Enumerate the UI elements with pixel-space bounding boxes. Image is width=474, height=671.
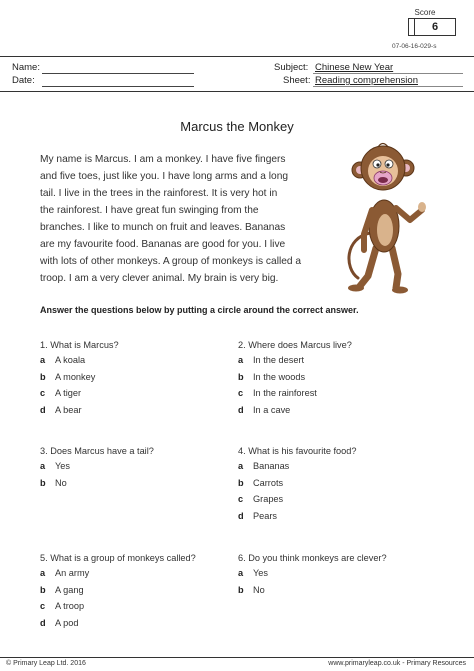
subject-value: Chinese New Year (315, 62, 394, 73)
answer-option[interactable]: a Bananas (238, 461, 290, 471)
worksheet-code: 07-06-16-029-s (392, 43, 437, 50)
name-label: Name: (12, 62, 40, 73)
story-line: branches. I like to munch on fruit and leaves. Bananas (40, 222, 286, 233)
answer-option[interactable]: b A monkey (40, 371, 96, 382)
answer-option[interactable]: a An army (40, 568, 90, 578)
answer-option[interactable]: a In the desert (238, 355, 305, 365)
question-text: 1. What is Marcus? (40, 340, 119, 350)
score-label: Score (414, 8, 436, 17)
answer-option[interactable]: d Pears (238, 510, 278, 521)
story-line: troop. I am a very clever animal. My brain is very big. (40, 273, 279, 284)
answer-option[interactable]: d In a cave (238, 404, 291, 415)
answer-option[interactable]: a Yes (238, 568, 268, 578)
question-6 (238, 553, 387, 601)
question-text: 6. Do you think monkeys are clever? (238, 553, 387, 563)
story-line: and five toes, just like you. I have long arms and a long (40, 171, 289, 182)
question-2 (238, 340, 352, 421)
story-line: are my favourite food. Bananas are good for you. I live (40, 239, 286, 250)
subject-label: Subject: (274, 62, 309, 73)
answer-option[interactable]: a A koala (40, 355, 86, 365)
answer-option[interactable]: c In the rainforest (238, 388, 317, 398)
answer-option[interactable]: b A gang (40, 584, 84, 595)
monkey-illustration (340, 138, 426, 294)
question-5 (40, 553, 196, 634)
score-value: 6 (414, 18, 456, 36)
answer-option[interactable]: b No (40, 477, 67, 488)
answer-option[interactable]: b In the woods (238, 371, 306, 382)
answer-option[interactable]: d A bear (40, 404, 82, 415)
answer-option[interactable]: b Carrots (238, 477, 284, 488)
footer-rule (0, 657, 474, 658)
question-text: 4. What is his favourite food? (238, 446, 357, 456)
name-field[interactable] (42, 73, 194, 74)
question-text: 2. Where does Marcus live? (238, 340, 352, 350)
header-rule (0, 91, 474, 92)
footer-website[interactable]: www.primaryleap.co.uk - Primary Resources (328, 660, 466, 667)
question-text: 5. What is a group of monkeys called? (40, 553, 196, 563)
score-box (394, 8, 456, 36)
story-line: My name is Marcus. I am a monkey. I have five fingers (40, 154, 286, 165)
question-4 (238, 446, 356, 527)
sheet-label: Sheet: (283, 75, 311, 86)
page-title: Marcus the Monkey (180, 119, 294, 134)
question-3 (40, 446, 154, 494)
top-rule (0, 56, 474, 57)
answer-option[interactable]: b No (238, 584, 265, 595)
answer-option[interactable]: d A pod (40, 617, 79, 628)
answer-option[interactable]: c A troop (40, 601, 85, 611)
footer-copyright: © Primary Leap Ltd. 2016 (6, 660, 86, 667)
question-text: 3. Does Marcus have a tail? (40, 446, 154, 456)
answer-option[interactable]: c A tiger (40, 388, 82, 398)
answer-option[interactable]: c Grapes (238, 494, 284, 504)
answer-option[interactable]: a Yes (40, 461, 70, 471)
story-text (40, 151, 340, 287)
date-label: Date: (12, 75, 35, 86)
date-field[interactable] (42, 86, 194, 87)
instructions: Answer the questions below by putting a circle around the correct answer. (40, 305, 359, 315)
story-line: tail. I live in the trees in the rainforest. It is very hot in (40, 188, 278, 199)
question-1 (40, 340, 119, 421)
story-line: the rainforest. I have great fun swinging from the (40, 205, 259, 216)
sheet-value: Reading comprehension (315, 75, 418, 86)
story-line: with lots of other monkeys. A group of monkeys is called a (40, 256, 302, 267)
